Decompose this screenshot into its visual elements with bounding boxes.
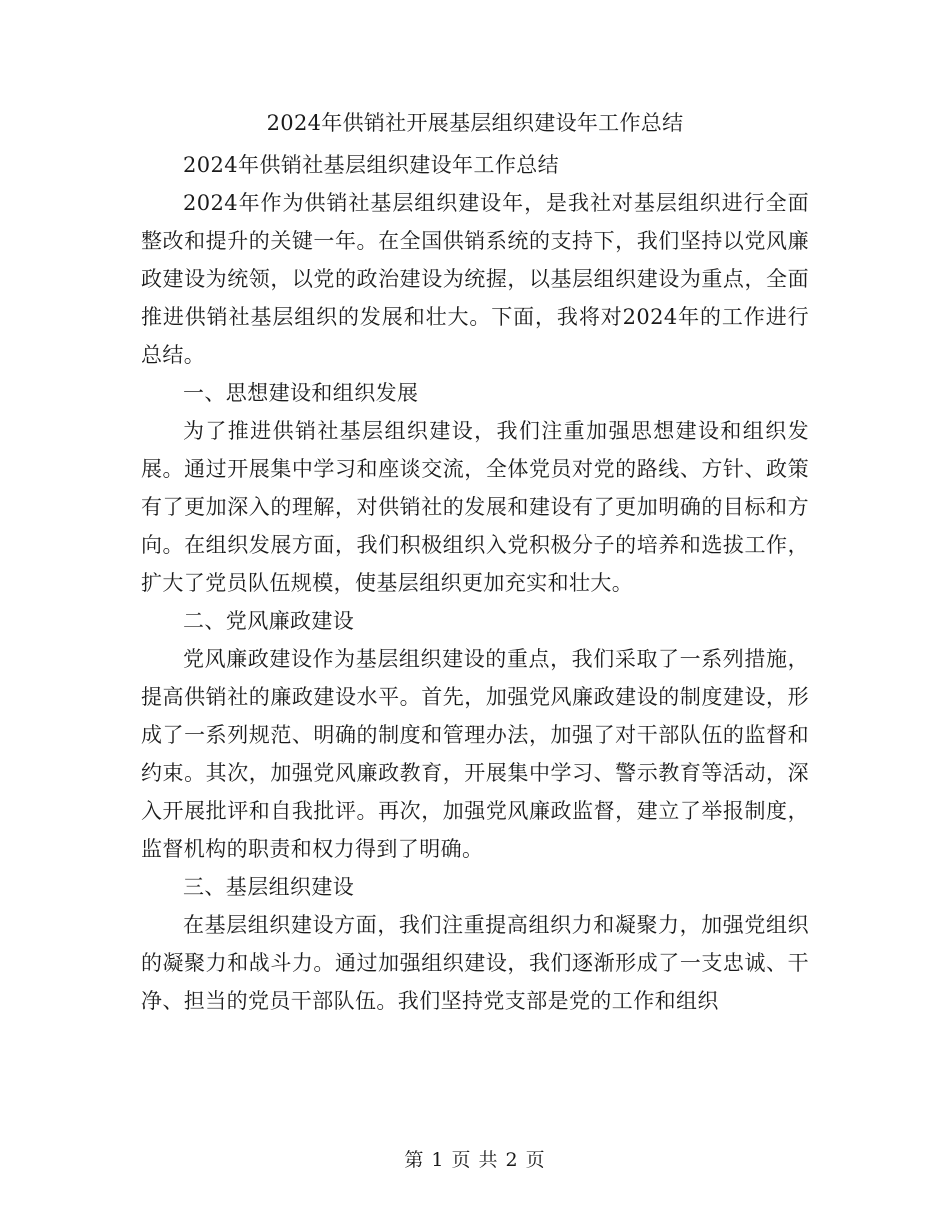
- section-paragraph-3: 在基层组织建设方面，我们注重提高组织力和凝聚力，加强党组织的凝聚力和战斗力。通过加强组织建设，我们逐渐形成了一支忠诚、干净、担当的党员干部队伍。我们坚持党支部是党的工作和组织: [141, 913, 809, 1013]
- section-heading-1: 一、思想建设和组织发展: [183, 381, 419, 405]
- section-heading-2: 二、党风廉政建设: [183, 609, 355, 633]
- intro-paragraph: 2024年作为供销社基层组织建设年，是我社对基层组织进行全面整改和提升的关键一年。在全国供销系统的支持下，我们坚持以党风廉政建设为统领，以党的政治建设为统握，以基层组织建设为重点，全面推进供销社基层组织的发展和壮大。下面，我将对2024年的工作进行总结。: [141, 191, 809, 367]
- document-body: [141, 146, 809, 1020]
- document-subtitle: 2024年供销社基层组织建设年工作总结: [183, 153, 560, 177]
- document-title: 2024年供销社开展基层组织建设年工作总结: [266, 111, 684, 135]
- section-paragraph-1: 为了推进供销社基层组织建设，我们注重加强思想建设和组织发展。通过开展集中学习和座谈交流，全体党员对党的路线、方针、政策有了更加深入的理解，对供销社的发展和建设有了更加明确的目标和方向。在组织发展方面，我们积极组织入党积极分子的培养和选拔工作，扩大了党员队伍规模，使基层组织更加充实和壮大。: [141, 419, 809, 595]
- section-paragraph-2: 党风廉政建设作为基层组织建设的重点，我们采取了一系列措施，提高供销社的廉政建设水平。首先，加强党风廉政建设的制度建设，形成了一系列规范、明确的制度和管理办法，加强了对干部队伍的监督和约束。其次，加强党风廉政教育，开展集中学习、警示教育等活动，深入开展批评和自我批评。再次，加强党风廉政监督，建立了举报制度，监督机构的职责和权力得到了明确。: [141, 647, 809, 861]
- section-heading-3: 三、基层组织建设: [183, 875, 355, 899]
- page-footer: 第 1 页 共 2 页: [404, 1149, 546, 1171]
